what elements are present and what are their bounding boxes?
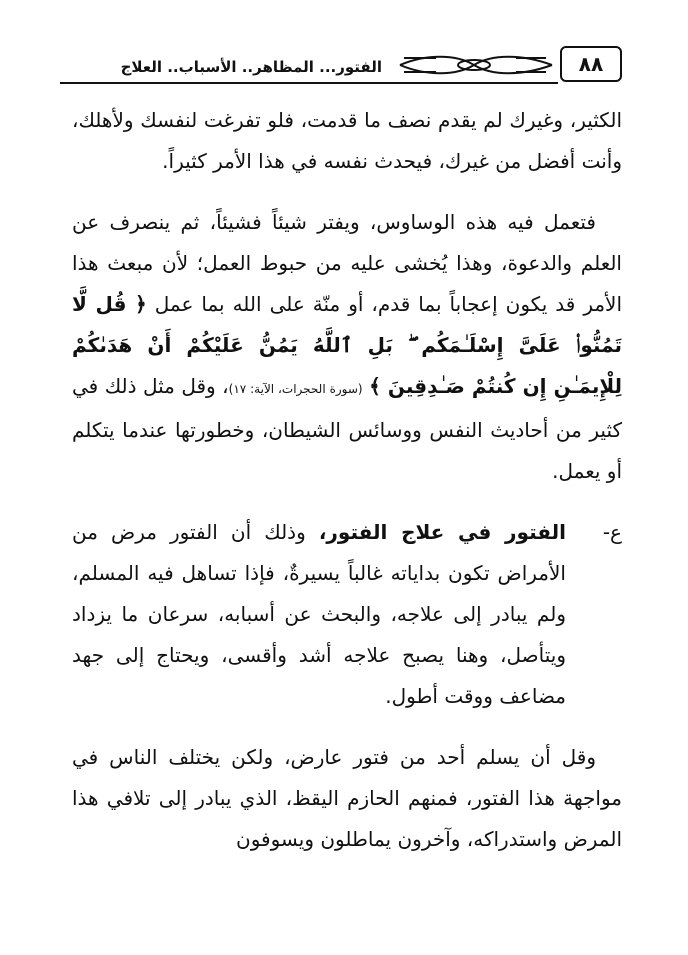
paragraph-2-text-b: ، وقل مثل ذلك في كثير من أحاديث النفس ووسائس الشيطان، وخطورتها عندما يتكلم أو يعمل. <box>72 374 622 483</box>
header-ornament-icon <box>396 52 556 78</box>
paragraph-2 <box>72 202 622 492</box>
page-body <box>72 100 622 860</box>
page-number: ٨٨ <box>560 46 622 82</box>
list-item-body <box>72 512 566 717</box>
list-item-text: وذلك أن الفتور مرض من الأمراض تكون بداياته غالباً يسيرةٌ، فإذا تساهل فيه المسلم، ولم يبادر إلى علاجه، والبحث عن أسبابه، سرعان ما يزداد ويتأصل، وهنا يصبح علاجه أشد وأقسى، ويحتاج إلى جهد مضاعف ووقت أطول. <box>72 520 566 708</box>
paragraph-2-text-a: فتعمل فيه هذه الوساوس، ويفتر شيئاً فشيئاً، ثم ينصرف عن العلم والدعوة، وهذا يُخشى عليه من حبوط العمل؛ لأن مبعث هذا الأمر قد يكون إعجاباً بما قدم، أو منّة على الله بما عمل <box>72 210 623 316</box>
list-item <box>72 512 622 717</box>
header-divider <box>60 82 558 84</box>
page-header <box>60 46 622 86</box>
paragraph-3: وقل أن يسلم أحد من فتور عارض، ولكن يختلف الناس في مواجهة هذا الفتور، فمنهم الحازم اليقظ، الذي يبادر إلى تلافي هذا المرض واستدراكه، وآخرون يماطلون ويسوفون <box>72 745 622 851</box>
verse-reference: (سورة الحجرات، الآية: ١٧) <box>228 382 363 396</box>
list-item-title: الفتور في علاج الفتور، <box>318 520 567 544</box>
running-header-title: الفتور... المظاهر.. الأسباب.. العلاج <box>120 58 382 76</box>
list-item-label: ع- <box>602 520 622 544</box>
paragraph-1: الكثير، وغيرك لم يقدم نصف ما قدمت، فلو تفرغت لنفسك ولأهلك، وأنت أفضل من غيرك، فيحدث نفسه في هذا الأمر كثيراً. <box>72 108 622 173</box>
quran-verse: ﴿ قُل لَّا تَمُنُّوا۟ عَلَىَّ إِسْلَـٰمَكُم ۖ بَلِ ٱللَّهُ يَمُنُّ عَلَيْكُمْ أَنْ هَدَىٰكُمْ لِلْإِيمَـٰنِ إِن كُنتُمْ صَـٰدِقِينَ ﴾ <box>72 292 623 398</box>
